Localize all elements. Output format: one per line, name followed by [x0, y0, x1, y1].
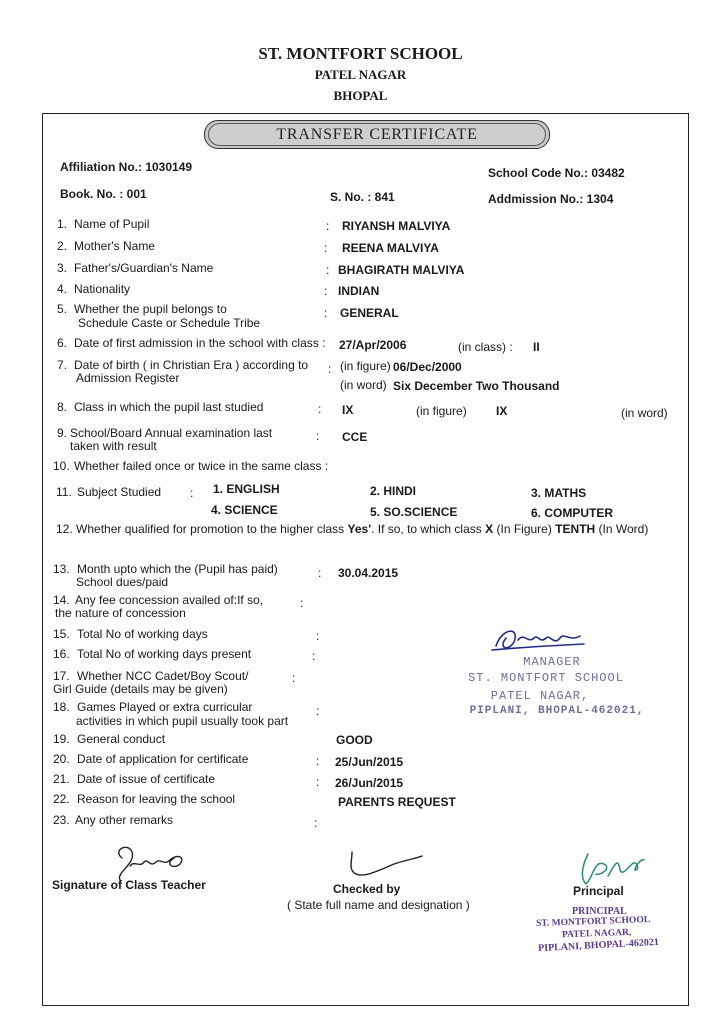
field-number: 3.: [57, 261, 68, 275]
dob-in-word-label: (in word): [340, 378, 387, 392]
colon: :: [324, 241, 328, 255]
manager-stamp-address: PATEL NAGAR,: [490, 689, 590, 703]
colon: :: [318, 402, 322, 416]
ncc-label: Whether NCC Cadet/Boy Scout/: [77, 669, 249, 683]
in-class-label: (in class) :: [458, 340, 513, 354]
promotion-class-word: TENTH: [555, 522, 596, 536]
application-date-value: 25/Jun/2015: [335, 755, 404, 769]
manager-stamp-title: MANAGER: [523, 655, 581, 669]
checked-by-signature: [330, 848, 426, 884]
colon: :: [316, 754, 320, 768]
principal-label: Principal: [573, 884, 624, 898]
field-number: 23.: [53, 813, 70, 827]
field-number: 1.: [57, 217, 68, 231]
field-number: 6.: [57, 336, 68, 350]
admission-class-value: II: [533, 340, 540, 354]
manager-signature: [484, 618, 594, 658]
games-label: Games Played or extra curricular: [77, 700, 253, 714]
dob-figure-value: 06/Dec/2000: [393, 360, 462, 374]
field-number: 4.: [57, 282, 68, 296]
affiliation-number: Affiliation No.: 1030149: [60, 160, 193, 174]
caste-label: Whether the pupil belongs to: [74, 302, 227, 316]
mother-name-value: REENA MALVIYA: [342, 241, 439, 255]
field-number: 16.: [53, 647, 70, 661]
colon: :: [316, 704, 320, 718]
field-number: 2.: [57, 239, 68, 253]
subject-item: 6. COMPUTER: [531, 506, 614, 520]
field-number: 17.: [53, 669, 70, 683]
promotion-in-word-label: (In Word): [598, 522, 649, 536]
colon: :: [314, 816, 318, 830]
field-number: 5.: [57, 302, 68, 316]
colon: :: [312, 649, 316, 663]
first-admission-date: 27/Apr/2006: [339, 338, 407, 352]
principal-stamp-school: ST. MONTFORT SCHOOL: [535, 915, 651, 929]
school-code: School Code No.: 03482: [488, 166, 625, 180]
promotion-line: [56, 522, 648, 536]
school-address-line2: BHOPAL: [333, 88, 388, 103]
issue-date-value: 26/Jun/2015: [335, 776, 404, 790]
days-present-label: Total No of working days present: [77, 647, 252, 661]
colon: :: [326, 263, 330, 277]
colon: :: [316, 629, 320, 643]
last-class-in-word-label: (in word): [621, 406, 668, 420]
colon: :: [326, 219, 330, 233]
dob-in-figure-label: (in figure): [340, 359, 391, 373]
last-class-label: Class in which the pupil last studied: [74, 400, 264, 414]
title-banner: [204, 120, 550, 149]
pupil-name-label: Name of Pupil: [74, 217, 150, 231]
field-number: 21.: [53, 772, 70, 786]
field-number: 20.: [53, 752, 70, 766]
colon: :: [324, 306, 328, 320]
colon: :: [324, 284, 328, 298]
remarks-label: Any other remarks: [75, 813, 174, 827]
caste-value: GENERAL: [340, 306, 399, 320]
colon: :: [300, 596, 304, 610]
manager-stamp-city: PIPLANI, BHOPAL-462021,: [469, 705, 645, 717]
dues-value: 30.04.2015: [338, 566, 399, 580]
subject-item: 3. MATHS: [531, 486, 587, 500]
checked-by-label: Checked by: [333, 882, 401, 896]
mother-name-label: Mother's Name: [74, 239, 155, 253]
dob-label: Date of birth ( in Christian Era ) according to: [74, 358, 309, 372]
subject-studied-label: Subject Studied: [77, 485, 162, 499]
exam-label-line2: taken with result: [70, 439, 157, 453]
leaving-reason-label: Reason for leaving the school: [77, 792, 236, 806]
principal-stamp-title: PRINCIPAL: [572, 906, 627, 917]
working-days-label: Total No of working days: [77, 627, 208, 641]
field-number: 13.: [53, 562, 70, 576]
nationality-value: INDIAN: [338, 284, 380, 298]
dues-label: Month upto which the (Pupil has paid): [77, 562, 278, 576]
concession-label: Any fee concession availed of:If so,: [75, 593, 264, 607]
field-number: 14.: [53, 593, 70, 607]
ncc-label-line2: Girl Guide (details may be given): [53, 682, 228, 696]
application-date-label: Date of application for certificate: [77, 752, 249, 766]
class-teacher-signature-label: Signature of Class Teacher: [52, 878, 206, 892]
book-number: Book. No. : 001: [60, 187, 147, 201]
leaving-reason-value: PARENTS REQUEST: [338, 795, 456, 809]
exam-label: School/Board Annual examination last: [70, 426, 273, 440]
subject-item: 2. HINDI: [370, 484, 417, 498]
manager-stamp-school: ST. MONTFORT SCHOOL: [468, 671, 624, 685]
field-number: 11.: [56, 485, 72, 499]
admission-number: Addmission No.: 1304: [488, 192, 614, 206]
certificate-title: TRANSFER CERTIFICATE: [208, 123, 546, 146]
promotion-label: 12. Whether qualified for promotion to the higher class: [56, 522, 345, 536]
colon: :: [316, 429, 320, 443]
pupil-name-value: RIYANSH MALVIYA: [342, 219, 451, 233]
subject-item: 5. SO.SCIENCE: [370, 505, 458, 519]
dues-label-line2: School dues/paid: [76, 575, 169, 589]
principal-stamp-city: PIPLANI, BHOPAL-462021: [537, 936, 660, 955]
field-number: 18.: [53, 700, 70, 714]
subject-item: 1. ENGLISH: [213, 482, 280, 496]
games-label-line2: activities in which pupil usually took part: [76, 714, 289, 728]
field-number: 10.: [53, 459, 70, 473]
school-name: ST. MONTFORT SCHOOL: [258, 44, 463, 63]
field-number: 8.: [57, 400, 68, 414]
checked-by-note: ( State full name and designation ): [287, 898, 470, 912]
field-number: 15.: [53, 627, 70, 641]
promotion-in-figure-label: (In Figure): [496, 522, 552, 536]
field-number: 7.: [57, 358, 68, 372]
first-admission-label: Date of first admission in the school with class :: [74, 336, 326, 350]
colon: :: [328, 362, 332, 376]
conduct-value: GOOD: [336, 733, 373, 747]
field-number: 22.: [53, 792, 70, 806]
dob-label-line2: Admission Register: [76, 371, 180, 385]
concession-label-line2: the nature of concession: [55, 606, 186, 620]
serial-number: S. No. : 841: [330, 190, 395, 204]
failed-label: Whether failed once or twice in the same class :: [74, 459, 329, 473]
issue-date-label: Date of issue of certificate: [77, 772, 216, 786]
promotion-yes: Yes': [347, 522, 372, 536]
colon: :: [318, 566, 322, 580]
dob-word-value: Six December Two Thousand: [393, 379, 560, 393]
subject-item: 4. SCIENCE: [211, 503, 278, 517]
promotion-label-cont: . If so, to which class: [371, 522, 482, 536]
conduct-label: General conduct: [77, 732, 166, 746]
exam-value: CCE: [342, 430, 368, 444]
field-number: 19.: [53, 732, 70, 746]
caste-label-line2: Schedule Caste or Schedule Tribe: [78, 316, 261, 330]
last-class-word-value: IX: [496, 404, 508, 418]
principal-stamp-address: PATEL NAGAR,: [561, 927, 632, 941]
colon: :: [316, 775, 320, 789]
colon: :: [190, 486, 194, 500]
promotion-class-figure: X: [485, 522, 494, 536]
last-class-in-figure-label: (in figure): [416, 404, 467, 418]
nationality-label: Nationality: [74, 282, 131, 296]
school-address-line1: PATEL NAGAR: [314, 67, 407, 82]
field-number: 9.: [57, 426, 68, 440]
father-name-label: Father's/Guardian's Name: [74, 261, 214, 275]
last-class-figure-value: IX: [342, 403, 354, 417]
colon: :: [292, 671, 296, 685]
father-name-value: BHAGIRATH MALVIYA: [338, 263, 465, 277]
